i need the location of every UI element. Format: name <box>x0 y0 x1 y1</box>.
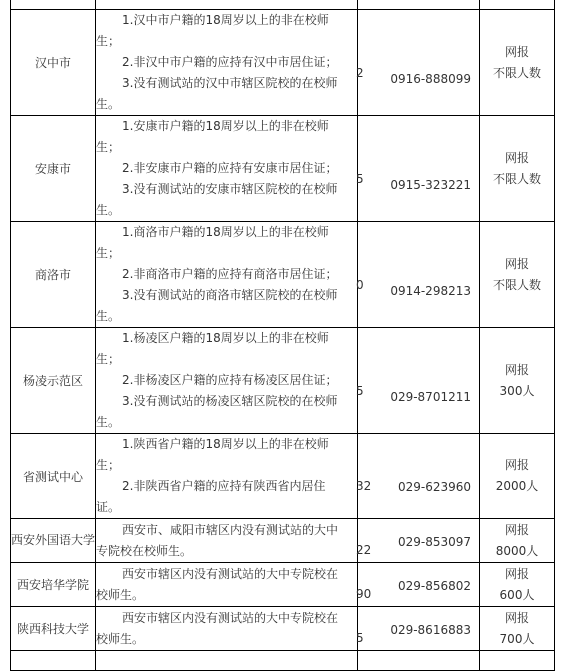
quota-cell <box>480 328 555 434</box>
requirement-line: 生； <box>96 352 121 366</box>
quota-limit: 700人 <box>499 631 535 646</box>
phone-number-overflow: 5 <box>356 631 364 645</box>
quota-method: 网报 <box>504 362 529 377</box>
requirement-line: 2.非汉中市户籍的应持有汉中市居住证； <box>122 55 338 69</box>
requirement-line: 3.没有测试站的商洛市辖区院校的在校师 <box>122 288 338 302</box>
quota-limit: 不限人数 <box>492 65 541 80</box>
city-cell <box>11 0 96 10</box>
phone-number: 029-856802 <box>397 579 471 593</box>
table-row <box>11 434 555 519</box>
phone-number-overflow: 5 <box>356 384 364 398</box>
quota-method: 网报 <box>504 44 529 59</box>
requirement-line: 生； <box>96 140 121 154</box>
city-cell <box>11 607 96 651</box>
requirement-line: 生； <box>96 458 121 472</box>
city-cell <box>11 222 96 328</box>
quota-cell <box>480 519 555 563</box>
phone-number: 029-853097 <box>397 535 471 549</box>
quota-method: 网报 <box>504 566 529 581</box>
requirement-line: 专院校在校师生。 <box>96 543 193 558</box>
phone-cell <box>358 10 480 116</box>
phone-cell <box>358 607 480 651</box>
quota-limit: 2000人 <box>495 479 539 493</box>
table-row <box>11 222 555 328</box>
city-name: 西安外国语大学 <box>11 533 96 547</box>
city-cell <box>11 328 96 434</box>
quota-limit: 300人 <box>499 383 535 398</box>
table-row-partial <box>11 0 555 10</box>
quota-cell <box>480 222 555 328</box>
city-cell <box>11 10 96 116</box>
phone-number-overflow: 5 <box>356 172 364 186</box>
requirement-line: 2.非安康市户籍的应持有安康市居住证； <box>122 161 338 175</box>
phone-number: 029-623960 <box>397 480 471 494</box>
quota-cell <box>480 116 555 222</box>
phone-number: 0916-888099 <box>390 71 471 86</box>
quota-method: 网报 <box>504 150 529 165</box>
quota-limit: 不限人数 <box>492 171 541 186</box>
phone-number-overflow: 32 <box>356 479 372 493</box>
table-row <box>11 328 555 434</box>
quota-limit: 8000人 <box>495 543 539 558</box>
requirement-cell <box>96 222 358 328</box>
requirement-line: 1.杨凌区户籍的18周岁以上的非在校师 <box>122 331 329 345</box>
phone-number: 0915-323221 <box>390 177 471 192</box>
quota-cell <box>480 607 555 651</box>
table-row <box>11 519 555 563</box>
requirement-line: 西安市辖区内没有测试站的大中专院校在 <box>122 610 339 625</box>
requirement-cell <box>96 0 358 10</box>
table-row-partial <box>11 651 555 671</box>
table-row <box>11 563 555 607</box>
phone-number-overflow: 90 <box>356 587 372 601</box>
requirement-line: 生； <box>96 34 121 48</box>
quota-method: 网报 <box>504 256 529 271</box>
table-row <box>11 10 555 116</box>
requirement-line: 3.没有测试站的安康市辖区院校的在校师 <box>122 182 338 196</box>
quota-method: 网报 <box>504 458 529 472</box>
city-name: 安康市 <box>34 162 71 176</box>
requirement-line: 西安市辖区内没有测试站的大中专院校在 <box>122 566 339 581</box>
city-cell <box>11 434 96 519</box>
city-cell <box>11 563 96 607</box>
requirement-line: 1.商洛市户籍的18周岁以上的非在校师 <box>122 225 329 239</box>
requirement-line: 3.没有测试站的汉中市辖区院校的在校师 <box>122 76 338 90</box>
phone-cell <box>358 328 480 434</box>
quota-cell <box>480 0 555 10</box>
requirement-cell <box>96 434 358 519</box>
phone-cell <box>358 563 480 607</box>
requirement-cell <box>96 328 358 434</box>
requirement-line: 生。 <box>96 415 121 429</box>
quota-cell <box>480 434 555 519</box>
requirement-cell <box>96 651 358 671</box>
quota-limit: 600人 <box>499 587 535 602</box>
table-row <box>11 116 555 222</box>
city-cell <box>11 116 96 222</box>
requirement-cell <box>96 563 358 607</box>
requirement-line: 1.汉中市户籍的18周岁以上的非在校师 <box>122 13 329 27</box>
requirement-line: 校师生。 <box>96 631 145 646</box>
requirement-line: 西安市、咸阳市辖区内没有测试站的大中 <box>122 522 339 537</box>
quota-cell <box>480 10 555 116</box>
phone-cell <box>358 651 480 671</box>
city-name: 杨凌示范区 <box>22 374 83 388</box>
requirement-line: 2.非陕西省户籍的应持有陕西省内居住 <box>122 479 326 493</box>
requirement-line: 生。 <box>96 97 121 111</box>
city-name: 商洛市 <box>34 268 71 282</box>
requirement-cell <box>96 116 358 222</box>
requirement-line: 生； <box>96 246 121 260</box>
exam-site-table <box>10 0 555 671</box>
city-name: 陕西科技大学 <box>16 622 89 636</box>
requirement-line: 2.非杨凌区户籍的应持有杨凌区居住证； <box>122 373 338 387</box>
requirement-line: 2.非商洛市户籍的应持有商洛市居住证； <box>122 267 338 281</box>
requirement-line: 校师生。 <box>96 587 145 602</box>
quota-method: 网报 <box>504 522 529 537</box>
requirement-line: 生。 <box>96 203 121 217</box>
requirement-line: 生。 <box>96 309 121 323</box>
phone-number-overflow: 22 <box>356 543 372 557</box>
city-name: 西安培华学院 <box>16 578 89 592</box>
city-name: 省测试中心 <box>22 469 83 484</box>
table-row <box>11 607 555 651</box>
quota-method: 网报 <box>504 610 529 625</box>
city-cell <box>11 651 96 671</box>
quota-cell <box>480 651 555 671</box>
phone-number: 0914-298213 <box>390 283 471 298</box>
phone-number-overflow: 0 <box>356 278 364 292</box>
phone-cell <box>358 434 480 519</box>
requirement-cell <box>96 607 358 651</box>
requirement-line: 3.没有测试站的杨凌区辖区院校的在校师 <box>122 394 338 408</box>
requirement-line: 1.安康市户籍的18周岁以上的非在校师 <box>122 119 329 133</box>
phone-number: 029-8701211 <box>390 389 471 404</box>
requirement-cell <box>96 519 358 563</box>
quota-cell <box>480 563 555 607</box>
phone-cell <box>358 519 480 563</box>
phone-cell <box>358 222 480 328</box>
city-cell <box>11 519 96 563</box>
city-name: 汉中市 <box>34 56 71 70</box>
quota-limit: 不限人数 <box>492 277 541 292</box>
requirement-line: 1.陕西省户籍的18周岁以上的非在校师 <box>122 437 329 451</box>
phone-cell <box>358 0 480 10</box>
requirement-cell <box>96 10 358 116</box>
requirement-line: 证。 <box>96 500 121 514</box>
phone-cell <box>358 116 480 222</box>
phone-number-overflow: 2 <box>356 66 364 80</box>
phone-number: 029-8616883 <box>390 623 471 637</box>
